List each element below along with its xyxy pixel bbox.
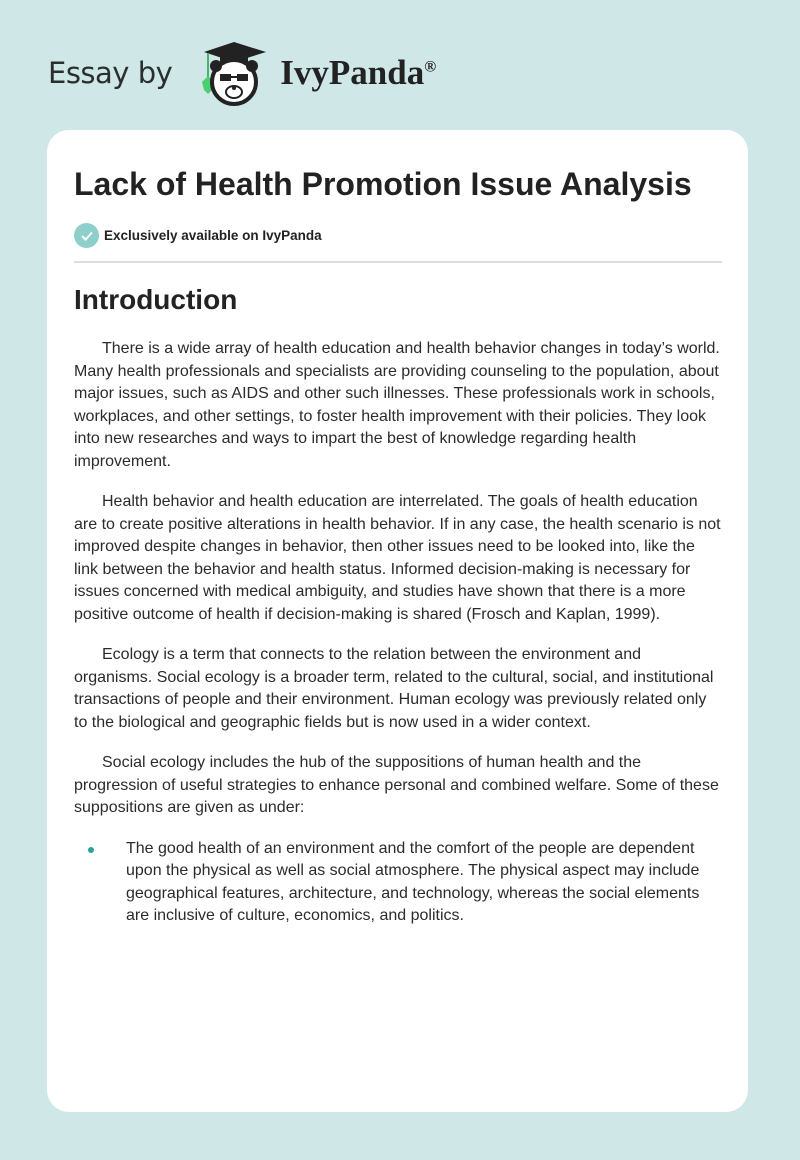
essay-by-label: Essay by — [48, 56, 173, 90]
exclusive-badge — [74, 223, 322, 248]
paragraph: Health behavior and health education are interrelated. The goals of health education are to create positive alterations in health behavior. If in any case, the health scenario is not improved despite changes in behavior, then other issues need to be looked into, like the link between the behavior and health status. Informed decision-making is necessary for issues concerned with medical ambiguity, and studies have shown that there is a more positive outcome of health if decision-making is shared (Frosch and Kaplan, 1999). — [74, 493, 721, 623]
bullet-list — [74, 838, 722, 928]
section-heading: Introduction — [74, 284, 238, 315]
site-header — [48, 38, 436, 108]
ivypanda-logo-icon[interactable] — [190, 38, 278, 108]
check-icon — [74, 223, 99, 248]
paragraph: Ecology is a term that connects to the relation between the environment and organisms. Social ecology is a broader term, related to the cultural, social, and institutional transactions of people and their environment. Human ecology was previously related only to the biological and geographic fields but is now used in a wider context. — [74, 646, 714, 731]
essay-card — [47, 130, 748, 1112]
paragraph: Social ecology includes the hub of the suppositions of human health and the progression of useful strategies to enhance personal and combined welfare. Some of these suppositions are given as under: — [74, 754, 719, 816]
paragraph: There is a wide array of health education and health behavior changes in today’s world. Many health professionals and specialists are providing counseling to the population, about major issues, such as AIDS and other such illnesses. These professionals work in schools, workplaces, and other settings, to foster health improvement with their policies. They look into new researches and ways to impart the best of knowledge regarding health improvement. — [74, 340, 720, 470]
divider — [74, 261, 722, 263]
brand-name: IvyPanda® — [280, 53, 437, 92]
essay-body — [74, 338, 722, 928]
badge-text: Exclusively available on IvyPanda — [104, 228, 322, 243]
page-title: Lack of Health Promotion Issue Analysis — [74, 166, 692, 202]
list-item: The good health of an environment and the comfort of the people are dependent upon the physical as well as social atmosphere. The physical aspect may include geographical features, architecture, and technology, whereas the social elements are inclusive of culture, economics, and politics. — [126, 838, 722, 928]
